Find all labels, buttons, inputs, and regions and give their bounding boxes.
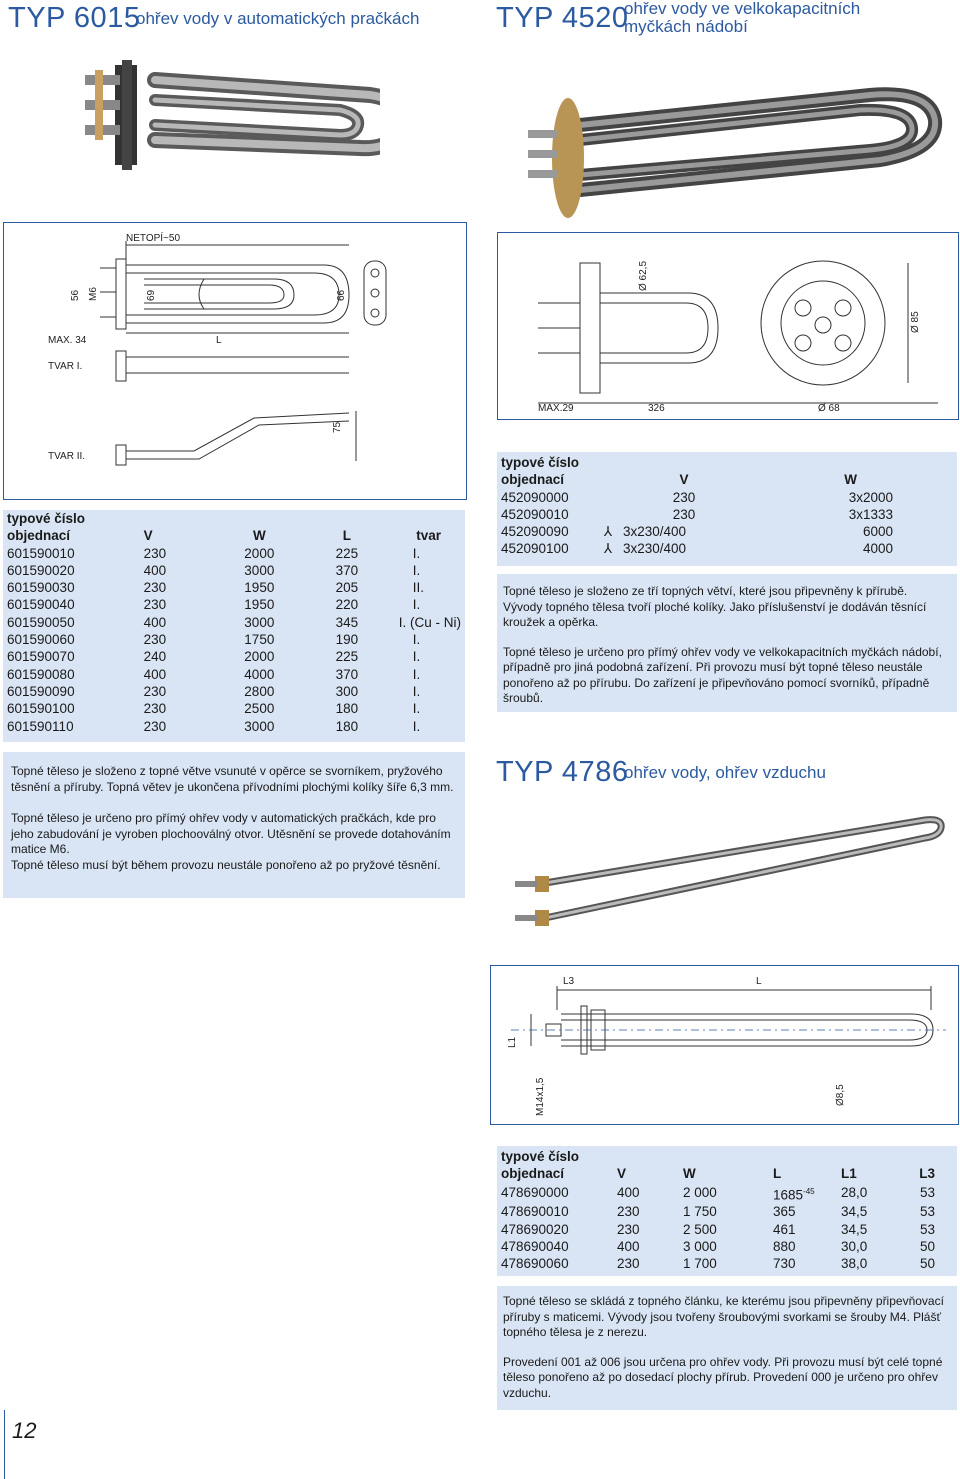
- typ6015-desc: ohřev vody v automatických pračkách: [136, 9, 420, 28]
- table-row: 601590070 240 2000 225 I.: [7, 649, 421, 665]
- tvar-2-label: TVAR II.: [48, 451, 86, 462]
- dim-netopi: NETOPÍ~50: [126, 233, 181, 244]
- col-objednaci: objednací: [501, 1166, 565, 1182]
- table-row: 601590040 230 1950 220 I.: [7, 597, 421, 613]
- typ6015-text-panel: [3, 752, 465, 898]
- col-tvar: tvar: [416, 528, 441, 544]
- col-v: V: [143, 528, 153, 544]
- dim-max29: MAX.29: [538, 403, 574, 414]
- table-row: 601590020 400 3000 370 I.: [7, 562, 421, 578]
- table-row: 478690000 400 2 000 $1685^{-45}$ 28,0 53: [501, 1185, 935, 1203]
- typ4520-text-panel: [497, 574, 957, 712]
- page-number: 12: [12, 1418, 37, 1443]
- typ4786-para1: Topné těleso se skládá z topného článku, ke kterému jsou připevněny připevňovací příruby s maticemi. Vývody jsou tvořeny šroubovými svorkami se šrouby M4. Plášť topného tělesa je z nerezu.: [503, 1294, 944, 1339]
- tvar-1-label: TVAR I.: [48, 361, 83, 372]
- typ6015-table-panel: [3, 510, 465, 742]
- dim-d85: Ø 85: [910, 311, 921, 333]
- dim-326: 326: [648, 403, 665, 414]
- typ4520-table-panel: [497, 452, 957, 566]
- dim-69: 69: [146, 289, 157, 301]
- col-typove-cislo: typové číslo: [501, 455, 580, 470]
- col-l: L: [773, 1166, 782, 1182]
- table-row: 452090010 230 3x1333: [501, 506, 893, 522]
- typ6015-photo: [60, 40, 380, 210]
- col-objednaci: objednací: [7, 528, 71, 544]
- typ4786-code: TYP 4786: [496, 756, 629, 788]
- dim-l: L: [216, 335, 222, 346]
- col-l: L: [342, 528, 351, 544]
- col-w: W: [683, 1166, 696, 1182]
- table-row: 452090090 ⅄ 3x230/400 6000: [501, 524, 893, 540]
- typ6015-drawing-svg: [4, 223, 466, 499]
- table-row: 601590090 230 2800 300 I.: [7, 683, 421, 699]
- typ4520-para1: Topné těleso je složeno ze tří topných větví, které jsou připevněny k přírubě. Vývody topného tělesa tvoří ploché kolíky. Jako příslušenství je dodáván těsnící kroužek a opěrka.: [503, 584, 927, 629]
- typ6015-para2: Topné těleso je určeno pro přímý ohřev vody v automatických pračkách, kde pro jeho zabudování je vyroben plochooválný otvor. Utěsnění se provede dotahováním matice M6.: [11, 811, 451, 856]
- table-row: 601590080 400 4000 370 I.: [7, 666, 421, 682]
- dim-max34: MAX. 34: [48, 335, 87, 346]
- dim-56: 56: [70, 289, 81, 301]
- col-l3: L3: [919, 1166, 935, 1182]
- col-objednaci: objednací: [501, 472, 565, 488]
- dim-m14: M14x1,5: [535, 1077, 546, 1116]
- page-number-rule: [4, 1410, 5, 1479]
- dim-l3: L3: [563, 976, 575, 987]
- col-v: V: [679, 472, 689, 488]
- heater-tube-image: [155, 80, 380, 148]
- typ4786-table-panel: [497, 1146, 957, 1276]
- typ4520-drawing-svg: [498, 233, 958, 419]
- typ4786-photo: [505, 808, 950, 933]
- col-typove-cislo: typové číslo: [501, 1149, 580, 1164]
- typ4520-para2: Topné těleso je určeno pro přímý ohřev vody ve velkokapacitních myčkách nádobí, případně pro jiná podobná zařízení. Při provozu musí být topné těleso neustále ponořeno až po přírubu. Do zařízení je připevňováno pomocí svorníků, případně šroubů.: [503, 644, 942, 705]
- typ4520-code: TYP 4520: [496, 2, 629, 34]
- dim-75: 75: [332, 421, 343, 433]
- dim-66: 66: [336, 289, 347, 301]
- col-w: W: [844, 472, 857, 488]
- typ4786-para2: Provedení 001 až 006 jsou určena pro ohřev vody. Při provozu musí být celé topné těleso ponořeno až po dosedací plochy přírub. Provedení 000 je určeno pro ohřev vzduchu.: [503, 1354, 943, 1400]
- typ4786-desc: ohřev vody, ohřev vzduchu: [624, 763, 826, 782]
- table-row: 452090000 230 3x2000: [501, 489, 893, 505]
- table-row: 601590100 230 2500 180 I.: [7, 701, 421, 717]
- dim-l1: L1: [507, 1036, 518, 1048]
- typ4520-desc2: myčkách nádobí: [624, 17, 748, 36]
- table-row: 601590050 400 3000 345 I. (Cu - Ni): [7, 614, 461, 630]
- table-row: 601590060 230 1750 190 I.: [7, 632, 421, 648]
- col-typove-cislo: typové číslo: [7, 511, 86, 526]
- dim-d68: Ø 68: [818, 403, 840, 414]
- typ6015-para1: Topné těleso je složeno z topné větve vsunuté v opěrce se svorníkem, pryžového těsnění a příruby. Topná větev je ukončena přívodními plochými kolíky šíře 6,3 mm.: [11, 764, 454, 794]
- table-row: 601590030 230 1950 205 II.: [7, 580, 425, 596]
- typ4520-desc1: ohřev vody ve velkokapacitních: [624, 0, 861, 18]
- table-row: 478690020 230 2 500 461 34,5 53: [501, 1221, 935, 1237]
- table-row: 452090100 ⅄ 3x230/400 4000: [501, 541, 893, 557]
- typ4520-photo: [510, 50, 950, 220]
- dim-d62: Ø 62,5: [638, 260, 649, 291]
- dim-m6: M6: [88, 287, 99, 301]
- table-row: 478690040 400 3 000 880 30,0 50: [501, 1238, 935, 1254]
- typ4786-drawing-svg: [491, 966, 958, 1124]
- table-row: 478690010 230 1 750 365 34,5 53: [501, 1204, 935, 1220]
- dim-d85: Ø8,5: [835, 1084, 846, 1106]
- typ6015-rows: [3, 545, 465, 735]
- typ6015-table: [3, 510, 465, 735]
- star-icon: ⅄: [603, 541, 613, 557]
- typ4786-text-panel: [497, 1286, 957, 1410]
- table-row: 478690060 230 1 700 730 38,0 50: [501, 1256, 935, 1272]
- typ6015-code: TYP 6015: [8, 2, 141, 34]
- typ6015-drawing: [3, 222, 467, 500]
- typ4520-drawing: [497, 232, 959, 420]
- typ6015-para3: Topné těleso musí být během provozu neustále ponořeno až po pryžové těsnění.: [11, 857, 441, 872]
- dim-l: L: [756, 976, 762, 987]
- col-l1: L1: [841, 1166, 857, 1182]
- star-icon: ⅄: [603, 524, 613, 540]
- col-v: V: [617, 1166, 627, 1182]
- table-row: 601590110 230 3000 180 I.: [7, 718, 421, 734]
- typ4520-table: [497, 454, 957, 558]
- typ4786-drawing: [490, 965, 959, 1125]
- typ4786-table: [497, 1148, 957, 1273]
- col-w: W: [252, 528, 266, 544]
- table-row: 601590010 230 2000 225 I.: [7, 545, 421, 561]
